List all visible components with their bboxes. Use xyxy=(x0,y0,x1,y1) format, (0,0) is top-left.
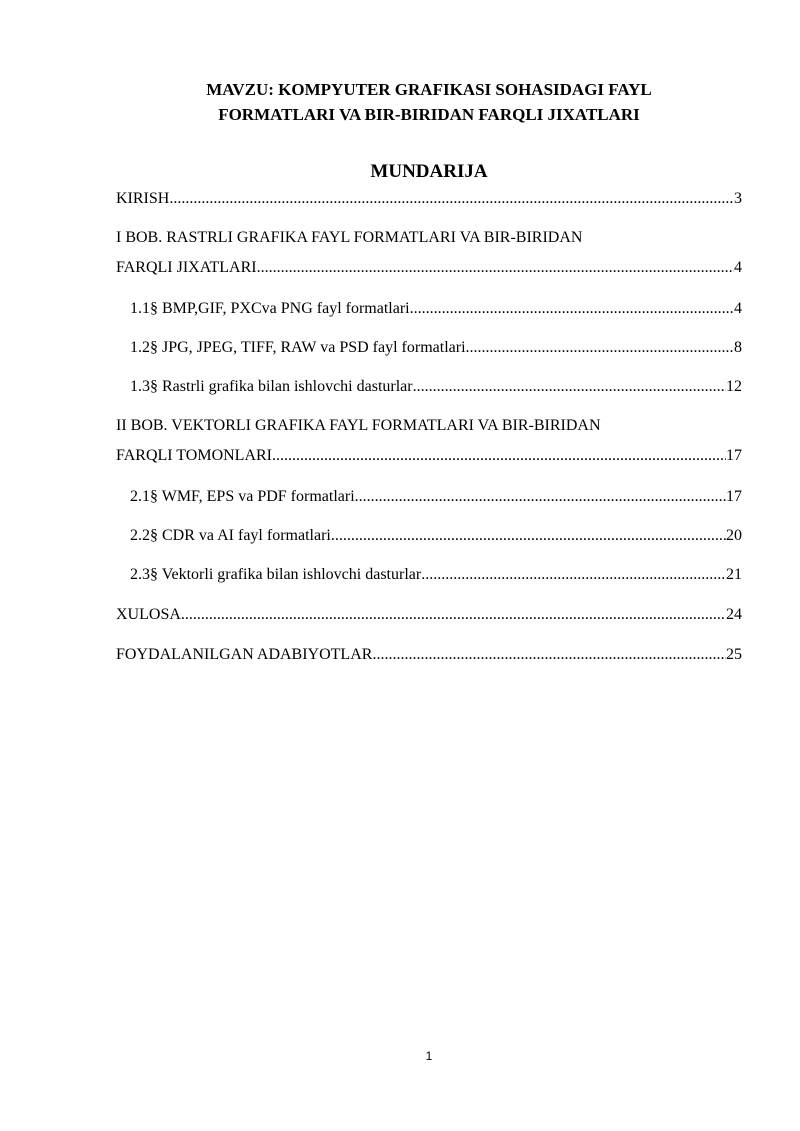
toc-leader-dots xyxy=(272,444,726,468)
toc-entry-text: KIRISH xyxy=(116,190,170,207)
title-line-1: MAVZU: KOMPYUTER GRAFIKASI SOHASIDAGI FAYL xyxy=(206,80,652,99)
toc-leader-dots xyxy=(257,256,734,280)
document-title xyxy=(116,77,742,127)
toc-entry-text: 2.3§ Vektorli grafika bilan ishlovchi dasturlar xyxy=(130,566,422,583)
toc-entry-text: XULOSA xyxy=(116,606,181,623)
toc-entry-text: FARQLI JIXATLARI xyxy=(116,259,257,276)
toc-entry-section-2-2[interactable] xyxy=(130,524,742,548)
toc-page-number: 4 xyxy=(734,259,742,276)
toc-entry-adabiyotlar[interactable] xyxy=(116,643,742,667)
toc-page-number: 4 xyxy=(734,300,742,317)
toc-entry-text: FARQLI TOMONLARI xyxy=(116,447,273,464)
toc-leader-dots xyxy=(413,375,726,399)
toc-entry-section-1-1[interactable] xyxy=(130,297,742,321)
toc-page-number: 20 xyxy=(726,527,742,544)
toc-leader-dots xyxy=(372,643,726,667)
toc-page-number: 24 xyxy=(726,606,742,623)
toc-entry-chapter-2[interactable] xyxy=(116,414,742,468)
toc-leader-dots xyxy=(181,603,726,627)
toc-leader-dots xyxy=(466,336,734,360)
toc-entry-section-2-3[interactable] xyxy=(130,563,742,587)
toc-leader-dots xyxy=(410,297,734,321)
toc-entry-text: 1.2§ JPG, JPEG, TIFF, RAW va PSD fayl formatlari xyxy=(130,339,466,356)
toc-entry-chapter-1[interactable] xyxy=(116,226,742,280)
toc-entry-text: 2.1§ WMF, EPS va PDF formatlari xyxy=(130,488,355,505)
page-number: 1 xyxy=(425,1049,433,1063)
toc-leader-dots xyxy=(355,485,726,509)
title-line-2: FORMATLARI VA BIR-BIRIDAN FARQLI JIXATLARI xyxy=(218,105,640,124)
toc-page-number: 12 xyxy=(726,378,742,395)
toc-leader-dots xyxy=(421,563,726,587)
toc-entry-xulosa[interactable] xyxy=(116,603,742,627)
toc-page-number: 17 xyxy=(726,447,742,464)
toc-page-number: 25 xyxy=(726,646,742,663)
toc-entry-text: 2.2§ CDR va AI fayl formatlari xyxy=(130,527,331,544)
toc-entry-section-1-3[interactable] xyxy=(130,375,742,399)
toc-entry-text: FOYDALANILGAN ADABIYOTLAR xyxy=(116,646,373,663)
toc-page-number: 21 xyxy=(726,566,742,583)
toc-leader-dots xyxy=(169,187,734,211)
toc-entry-text-line1: II BOB. VEKTORLI GRAFIKA FAYL FORMATLARI VA BIR-BIRIDAN xyxy=(116,417,601,434)
toc-entry-kirish[interactable] xyxy=(116,187,742,211)
toc-heading: MUNDARIJA xyxy=(370,161,488,182)
toc-entry-text-line1: I BOB. RASTRLI GRAFIKA FAYL FORMATLARI VA BIR-BIRIDAN xyxy=(116,229,583,246)
toc-entry-text: 1.1§ BMP,GIF, PXCva PNG fayl formatlari xyxy=(130,300,410,317)
toc-leader-dots xyxy=(331,524,726,548)
toc-page-number: 17 xyxy=(726,488,742,505)
toc-entry-section-1-2[interactable] xyxy=(130,336,742,360)
toc-page-number: 8 xyxy=(734,339,742,356)
toc-entry-section-2-1[interactable] xyxy=(130,485,742,509)
toc-page-number: 3 xyxy=(734,190,742,207)
toc-entry-text: 1.3§ Rastrli grafika bilan ishlovchi dasturlar xyxy=(130,378,413,395)
